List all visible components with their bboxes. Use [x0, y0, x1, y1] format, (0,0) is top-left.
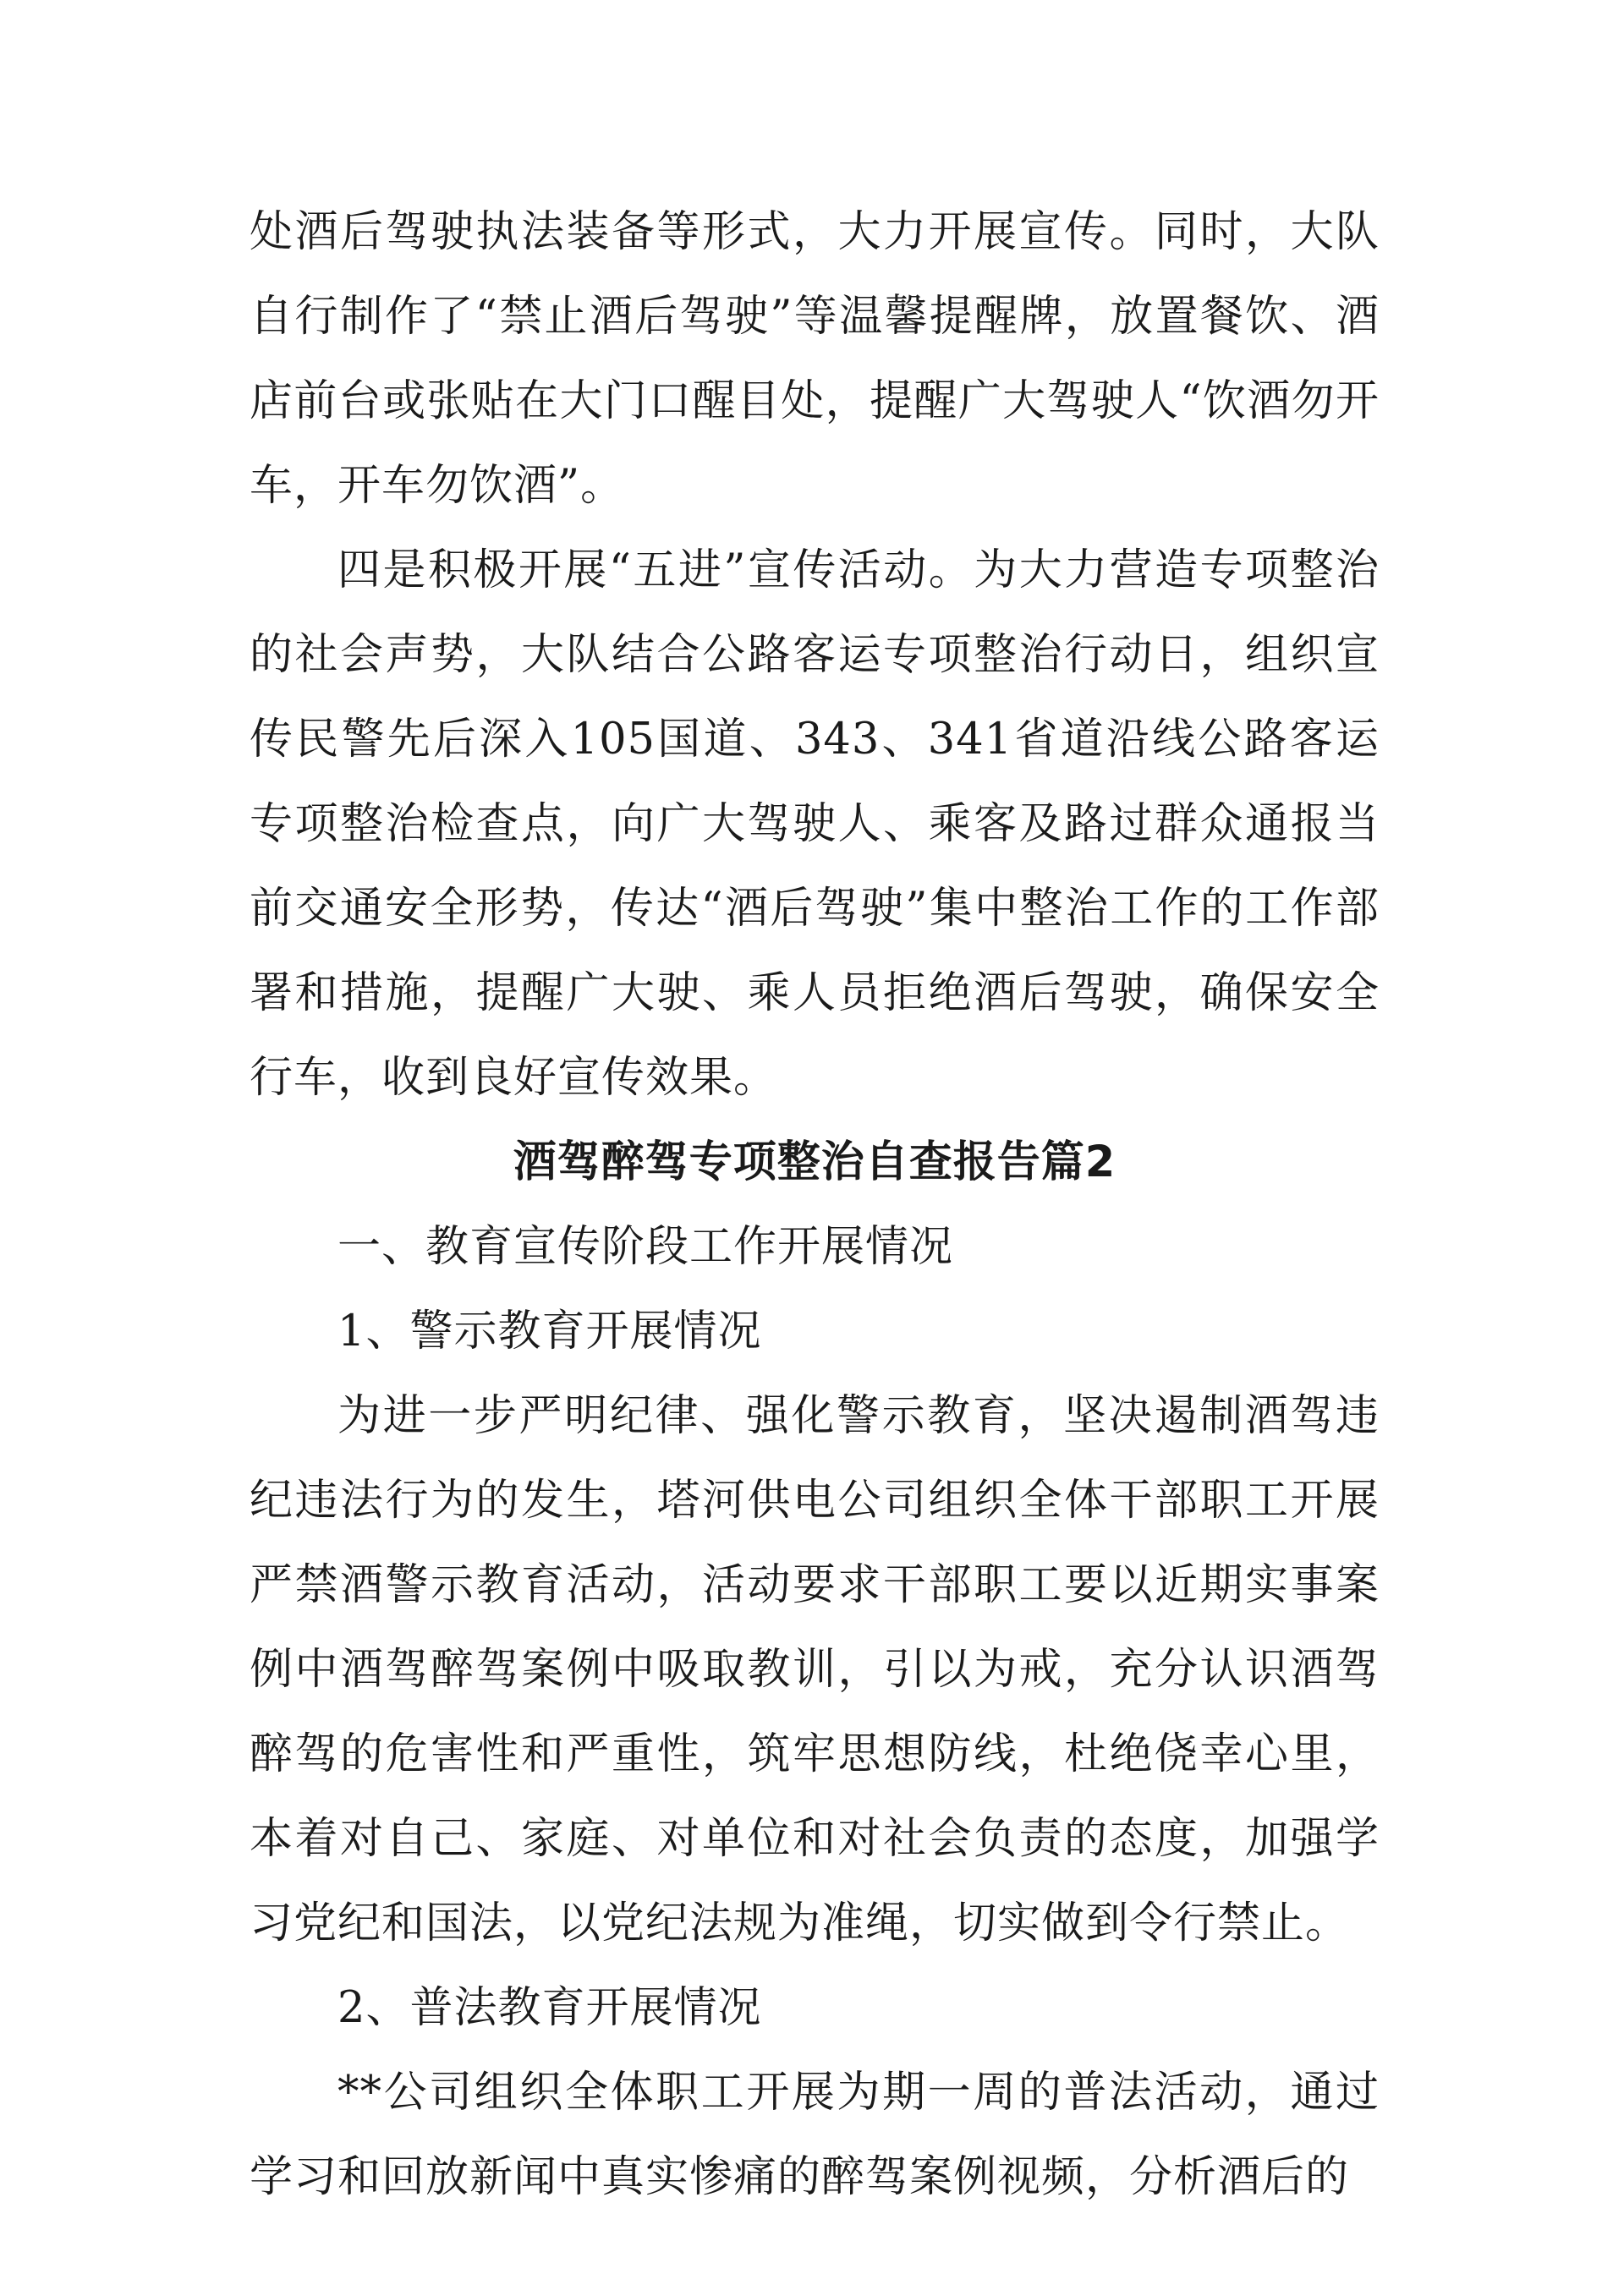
paragraph-propaganda-continued: 处酒后驾驶执法装备等形式，大力开展宣传。同时，大队自行制作了“禁止酒后驾驶”等温馨提醒牌，放置餐饮、酒店前台或张贴在大门口醒目处，提醒广大驾驶人“饮酒勿开车，开车勿饮酒”。	[250, 207, 1380, 511]
subsection-title-warning-education: 1、警示教育开展情况	[337, 1307, 762, 1356]
document-body	[250, 190, 1380, 2220]
paragraph-law-education: **公司组织全体职工开展为期一周的普法活动，通过学习和回放新闻中真实惨痛的醉驾案例视频，分析酒后的	[250, 2068, 1380, 2202]
paragraph-five-entries-campaign: 四是积极开展“五进”宣传活动。为大力营造专项整治的社会声势，大队结合公路客运专项整治行动日，组织宣传民警先后深入105国道、343、341省道沿线公路客运专项整治检查点，向广大驾驶人、乘客及路过群众通报当前交通安全形势，传达“酒后驾驶”集中整治工作的工作部署和措施，提醒广大驶、乘人员拒绝酒后驾驶，确保安全行车，收到良好宣传效果。	[250, 545, 1380, 1103]
section-title-education: 一、教育宣传阶段工作开展情况	[337, 1222, 954, 1272]
paragraph-warning-education: 为进一步严明纪律、强化警示教育，坚决遏制酒驾违纪违法行为的发生，塔河供电公司组织全体干部职工开展严禁酒警示教育活动，活动要求干部职工要以近期实事案例中酒驾醉驾案例中吸取教训，引以为戒，充分认识酒驾醉驾的危害性和严重性，筑牢思想防线，杜绝侥幸心里，本着对自己、家庭、对单位和对社会负责的态度，加强学习党纪和国法，以党纪法规为准绳，切实做到令行禁止。	[250, 1391, 1380, 1948]
subsection-title-law-education: 2、普法教育开展情况	[337, 1983, 762, 2033]
report-heading: 酒驾醉驾专项整治自查报告篇2	[513, 1137, 1116, 1187]
